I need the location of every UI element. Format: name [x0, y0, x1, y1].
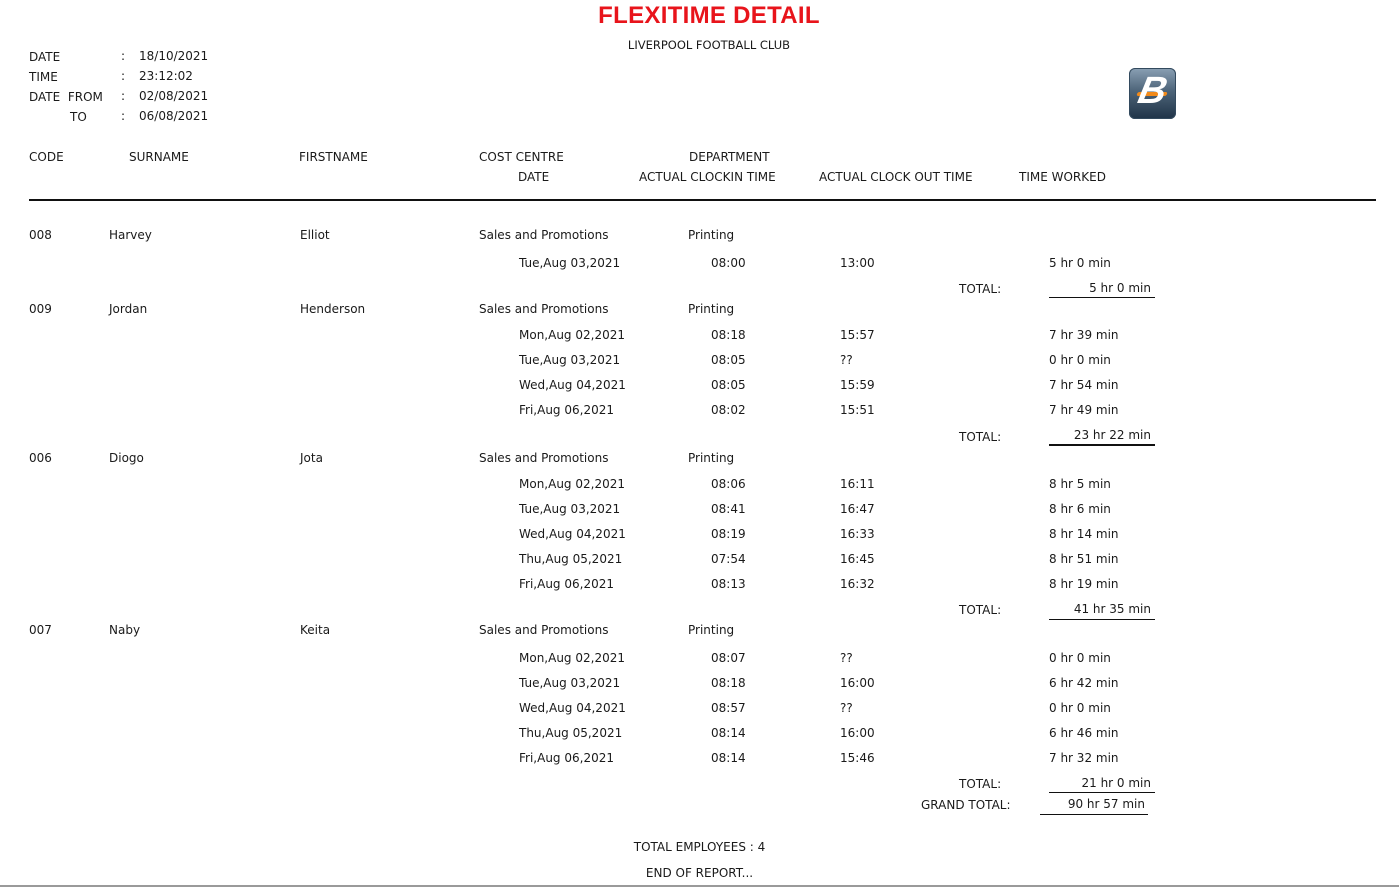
row-date: Mon,Aug 02,2021	[519, 328, 625, 342]
total-value: 41 hr 35 min	[1073, 602, 1151, 616]
meta-date-from-label: DATE FROM	[29, 90, 103, 104]
row-date: Tue,Aug 03,2021	[519, 256, 621, 270]
employee-code: 006	[29, 451, 52, 465]
row-clock-in: 07:54	[711, 552, 746, 566]
total-underline	[1049, 297, 1155, 298]
company-name: LIVERPOOL FOOTBALL CLUB	[627, 38, 791, 52]
row-clock-in: 08:05	[711, 378, 746, 392]
row-date: Wed,Aug 04,2021	[519, 527, 626, 541]
row-date: Mon,Aug 02,2021	[519, 651, 625, 665]
row-clock-out: 16:47	[840, 502, 875, 516]
row-time-worked: 0 hr 0 min	[1049, 353, 1111, 367]
row-date: Mon,Aug 02,2021	[519, 477, 625, 491]
row-time-worked: 7 hr 32 min	[1049, 751, 1119, 765]
total-underline	[1049, 792, 1155, 793]
row-clock-out: 15:57	[840, 328, 875, 342]
row-clock-out: 16:00	[840, 726, 875, 740]
meta-date-label: DATE	[29, 50, 61, 64]
meta-colon: :	[121, 109, 126, 123]
row-date: Tue,Aug 03,2021	[519, 676, 621, 690]
row-clock-out: 15:46	[840, 751, 875, 765]
row-date: Thu,Aug 05,2021	[519, 726, 623, 740]
grand-total-underline	[1040, 814, 1148, 815]
header-clock-in: ACTUAL CLOCKIN TIME	[639, 170, 776, 184]
total-label: TOTAL:	[959, 603, 1002, 617]
row-clock-in: 08:02	[711, 403, 746, 417]
total-value: 21 hr 0 min	[1081, 776, 1151, 790]
row-clock-in: 08:18	[711, 328, 746, 342]
total-label: TOTAL:	[959, 282, 1002, 296]
row-date: Wed,Aug 04,2021	[519, 701, 626, 715]
employee-cost-centre: Sales and Promotions	[479, 451, 609, 465]
row-clock-in: 08:41	[711, 502, 746, 516]
row-clock-in: 08:19	[711, 527, 746, 541]
row-time-worked: 0 hr 0 min	[1049, 651, 1111, 665]
meta-time-label: TIME	[29, 70, 58, 84]
total-employees: TOTAL EMPLOYEES : 4	[633, 840, 766, 854]
total-value: 23 hr 22 min	[1073, 428, 1151, 442]
row-clock-out: 16:00	[840, 676, 875, 690]
row-clock-out: 15:59	[840, 378, 875, 392]
row-clock-out: 16:32	[840, 577, 875, 591]
row-clock-in: 08:18	[711, 676, 746, 690]
meta-time-value: 23:12:02	[139, 69, 193, 83]
row-time-worked: 8 hr 6 min	[1049, 502, 1111, 516]
row-clock-in: 08:57	[711, 701, 746, 715]
employee-firstname: Henderson	[300, 302, 366, 316]
row-clock-out: 16:45	[840, 552, 875, 566]
end-of-report: END OF REPORT...	[645, 866, 754, 880]
employee-firstname: Keita	[300, 623, 331, 637]
meta-colon: :	[121, 49, 126, 63]
employee-cost-centre: Sales and Promotions	[479, 302, 609, 316]
row-time-worked: 7 hr 49 min	[1049, 403, 1119, 417]
row-clock-out: ??	[840, 353, 853, 367]
employee-department: Printing	[688, 302, 735, 316]
header-date: DATE	[518, 170, 550, 184]
row-date: Fri,Aug 06,2021	[519, 577, 614, 591]
total-value: 5 hr 0 min	[1089, 281, 1151, 295]
meta-to-value: 06/08/2021	[139, 109, 209, 123]
row-time-worked: 8 hr 51 min	[1049, 552, 1119, 566]
row-time-worked: 8 hr 5 min	[1049, 477, 1111, 491]
employee-firstname: Elliot	[300, 228, 330, 242]
employee-surname: Naby	[109, 623, 141, 637]
row-date: Thu,Aug 05,2021	[519, 552, 623, 566]
header-surname: SURNAME	[129, 150, 189, 164]
employee-department: Printing	[688, 451, 735, 465]
report-title: FLEXITIME DETAIL	[598, 2, 820, 29]
header-time-worked: TIME WORKED	[1019, 170, 1106, 184]
grand-total-value: 90 hr 57 min	[1067, 797, 1145, 811]
header-code: CODE	[29, 150, 64, 164]
header-cost-centre: COST CENTRE	[479, 150, 564, 164]
row-date: Fri,Aug 06,2021	[519, 751, 614, 765]
employee-cost-centre: Sales and Promotions	[479, 623, 609, 637]
row-clock-out: 15:51	[840, 403, 875, 417]
company-logo-icon	[1129, 68, 1176, 119]
row-clock-out: ??	[840, 701, 853, 715]
meta-colon: :	[121, 89, 126, 103]
row-date: Wed,Aug 04,2021	[519, 378, 626, 392]
total-underline	[1049, 444, 1155, 446]
row-clock-out: ??	[840, 651, 853, 665]
row-clock-in: 08:00	[711, 256, 746, 270]
row-clock-out: 13:00	[840, 256, 875, 270]
row-date: Fri,Aug 06,2021	[519, 403, 614, 417]
employee-department: Printing	[688, 228, 735, 242]
row-date: Tue,Aug 03,2021	[519, 502, 621, 516]
grand-total-label: GRAND TOTAL:	[921, 798, 1011, 812]
row-clock-in: 08:05	[711, 353, 746, 367]
total-label: TOTAL:	[959, 777, 1002, 791]
row-time-worked: 6 hr 46 min	[1049, 726, 1119, 740]
employee-surname: Diogo	[109, 451, 144, 465]
meta-date-from-value: 02/08/2021	[139, 89, 209, 103]
row-clock-out: 16:33	[840, 527, 875, 541]
row-time-worked: 5 hr 0 min	[1049, 256, 1111, 270]
header-clock-out: ACTUAL CLOCK OUT TIME	[819, 170, 973, 184]
employee-surname: Harvey	[109, 228, 152, 242]
meta-to-label: TO	[70, 110, 87, 124]
total-label: TOTAL:	[959, 430, 1002, 444]
meta-date-value: 18/10/2021	[139, 49, 209, 63]
employee-department: Printing	[688, 623, 735, 637]
total-underline	[1049, 619, 1155, 620]
row-date: Tue,Aug 03,2021	[519, 353, 621, 367]
header-firstname: FIRSTNAME	[299, 150, 368, 164]
row-time-worked: 8 hr 14 min	[1049, 527, 1119, 541]
logo-letter: B	[1134, 70, 1171, 112]
row-time-worked: 7 hr 54 min	[1049, 378, 1119, 392]
header-divider	[29, 199, 1376, 201]
row-clock-out: 16:11	[840, 477, 875, 491]
row-time-worked: 0 hr 0 min	[1049, 701, 1111, 715]
row-clock-in: 08:14	[711, 751, 746, 765]
employee-surname: Jordan	[109, 302, 148, 316]
header-department: DEPARTMENT	[689, 150, 770, 164]
employee-code: 008	[29, 228, 52, 242]
employee-code: 007	[29, 623, 52, 637]
row-time-worked: 6 hr 42 min	[1049, 676, 1119, 690]
row-time-worked: 7 hr 39 min	[1049, 328, 1119, 342]
row-clock-in: 08:06	[711, 477, 746, 491]
row-clock-in: 08:13	[711, 577, 746, 591]
row-time-worked: 8 hr 19 min	[1049, 577, 1119, 591]
row-clock-in: 08:07	[711, 651, 746, 665]
meta-colon: :	[121, 69, 126, 83]
row-clock-in: 08:14	[711, 726, 746, 740]
employee-code: 009	[29, 302, 52, 316]
employee-firstname: Jota	[300, 451, 323, 465]
employee-cost-centre: Sales and Promotions	[479, 228, 609, 242]
